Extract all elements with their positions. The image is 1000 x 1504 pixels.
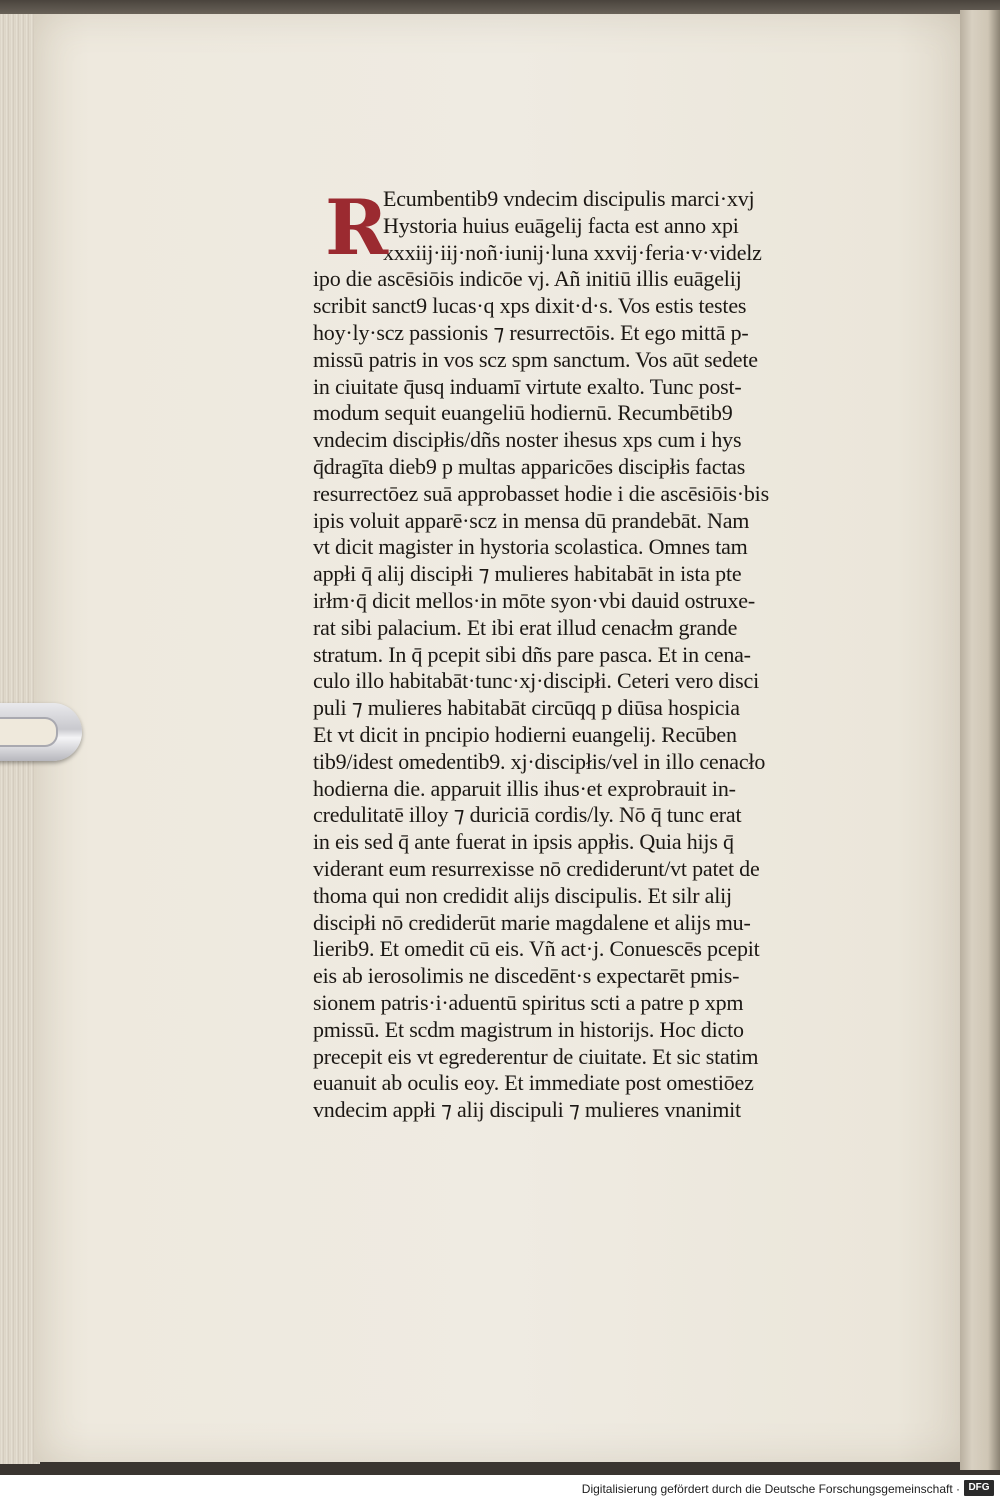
text-line: eis ab ierosolimis ne discedēnt·s expectarēt pmis- [313, 963, 740, 989]
text-line: Et vt dicit in pncipio hodierni euangelij. Recūben [313, 721, 737, 747]
text-line: ipis voluit apparē·scz in mensa dū prandebāt. Nam [313, 507, 750, 533]
paper-clip [0, 703, 82, 761]
text-line: rat sibi palacium. Et ibi erat illud cenacłm grande [313, 614, 738, 640]
text-line: tib9/idest omedentib9. xj·discipłis/vel in illo cenacło [313, 748, 766, 774]
text-line: in eis sed q̄ ante fuerat in ipsis appłis. Quia hijs q̄ [313, 829, 734, 855]
text-line: xxxiij·iij·noñ·iunij·luna xxvij·feria·v·videlz [383, 239, 762, 265]
footer-bar [0, 1475, 1000, 1504]
text-line: thoma qui non credidit alijs discipulis. Et silr alij [313, 882, 732, 908]
paper-clip-loop [0, 717, 58, 747]
text-line: lierib9. Et omedit cū eis. Vñ act·j. Conuescēs pcepit [313, 936, 760, 962]
funding-credit: Digitalisierung gefördert durch die Deutsche Forschungsgemeinschaft · [581, 1482, 960, 1496]
text-line: pmissū. Et scdm magistrum in historijs. Hoc dicto [313, 1016, 744, 1042]
text-line: culo illo habitabāt·tunc·xj·discipłi. Ceteri vero disci [313, 668, 759, 694]
text-line: vndecim discipłis/dñs noster ihesus xps cum i hys [313, 427, 742, 453]
text-line: vt dicit magister in hystoria scolastica. Omnes tam [313, 534, 748, 560]
text-line: viderant eum resurrexisse nō crediderunt/vt patet de [313, 855, 760, 881]
text-line: vndecim appłi ⁊ alij discipuli ⁊ mulieres vnanimit [313, 1097, 741, 1123]
text-line: euanuit ab oculis eoy. Et immediate post omestiōez [313, 1070, 754, 1096]
text-lines [313, 183, 888, 1124]
text-line: missū patris in vos scz spm sanctum. Vos aūt sedete [313, 346, 758, 372]
text-line: credulitatē illoy ⁊ duriciā cordis/ly. Nō q̄ tunc erat [313, 802, 742, 828]
text-line: discipłi nō crediderūt marie magdalene et alijs mu- [313, 909, 751, 935]
text-line: Ecumbentib9 vndecim discipulis marci·xvj [383, 186, 755, 211]
binding-gutter [960, 10, 1000, 1470]
text-line: stratum. In q̄ pcepit sibi dñs pare pasca. Et in cena- [313, 641, 751, 667]
text-line: hoy·ly·scz passionis ⁊ resurrectōis. Et ego mittā p- [313, 319, 749, 345]
text-line: ipo die ascēsiōis indicōe vj. Añ initiū illis euāgelij [313, 266, 742, 292]
text-line: modum sequit euangeliū hodiernū. Recumbētib9 [313, 400, 733, 426]
dfg-logo: DFG [964, 1480, 994, 1496]
text-line: appłi q̄ alij discipłi ⁊ mulieres habitabāt in ista pte [313, 561, 742, 587]
rubricated-initial: R [325, 183, 389, 272]
text-line: resurrectōez suā approbasset hodie i die ascēsiōis·bis [313, 480, 769, 506]
text-line: scribit sanct9 lucas·q xps dixit·d·s. Vos estis testes [313, 293, 747, 319]
text-line: Hystoria huius euāgelij facta est anno xpi [383, 212, 739, 238]
text-line: irłm·q̄ dicit mellos·in mōte syon·vbi dauid ostruxe- [313, 587, 755, 613]
text-column [313, 183, 888, 1124]
text-line: sionem patris·i·aduentū spiritus scti a patre p xpm [313, 989, 744, 1015]
text-line: hodierna die. apparuit illis ihus·et exprobrauit in- [313, 775, 736, 801]
text-line: precepit eis vt egrederentur de ciuitate. Et sic statim [313, 1043, 759, 1069]
text-line: in ciuitate q̄usq induamī virtute exalto. Tunc post- [313, 373, 742, 399]
text-line: puli ⁊ mulieres habitabāt circūqq p diūsa hospicia [313, 695, 740, 721]
text-line: q̄dragīta dieb9 p multas apparicōes discipłis factas [313, 453, 746, 479]
